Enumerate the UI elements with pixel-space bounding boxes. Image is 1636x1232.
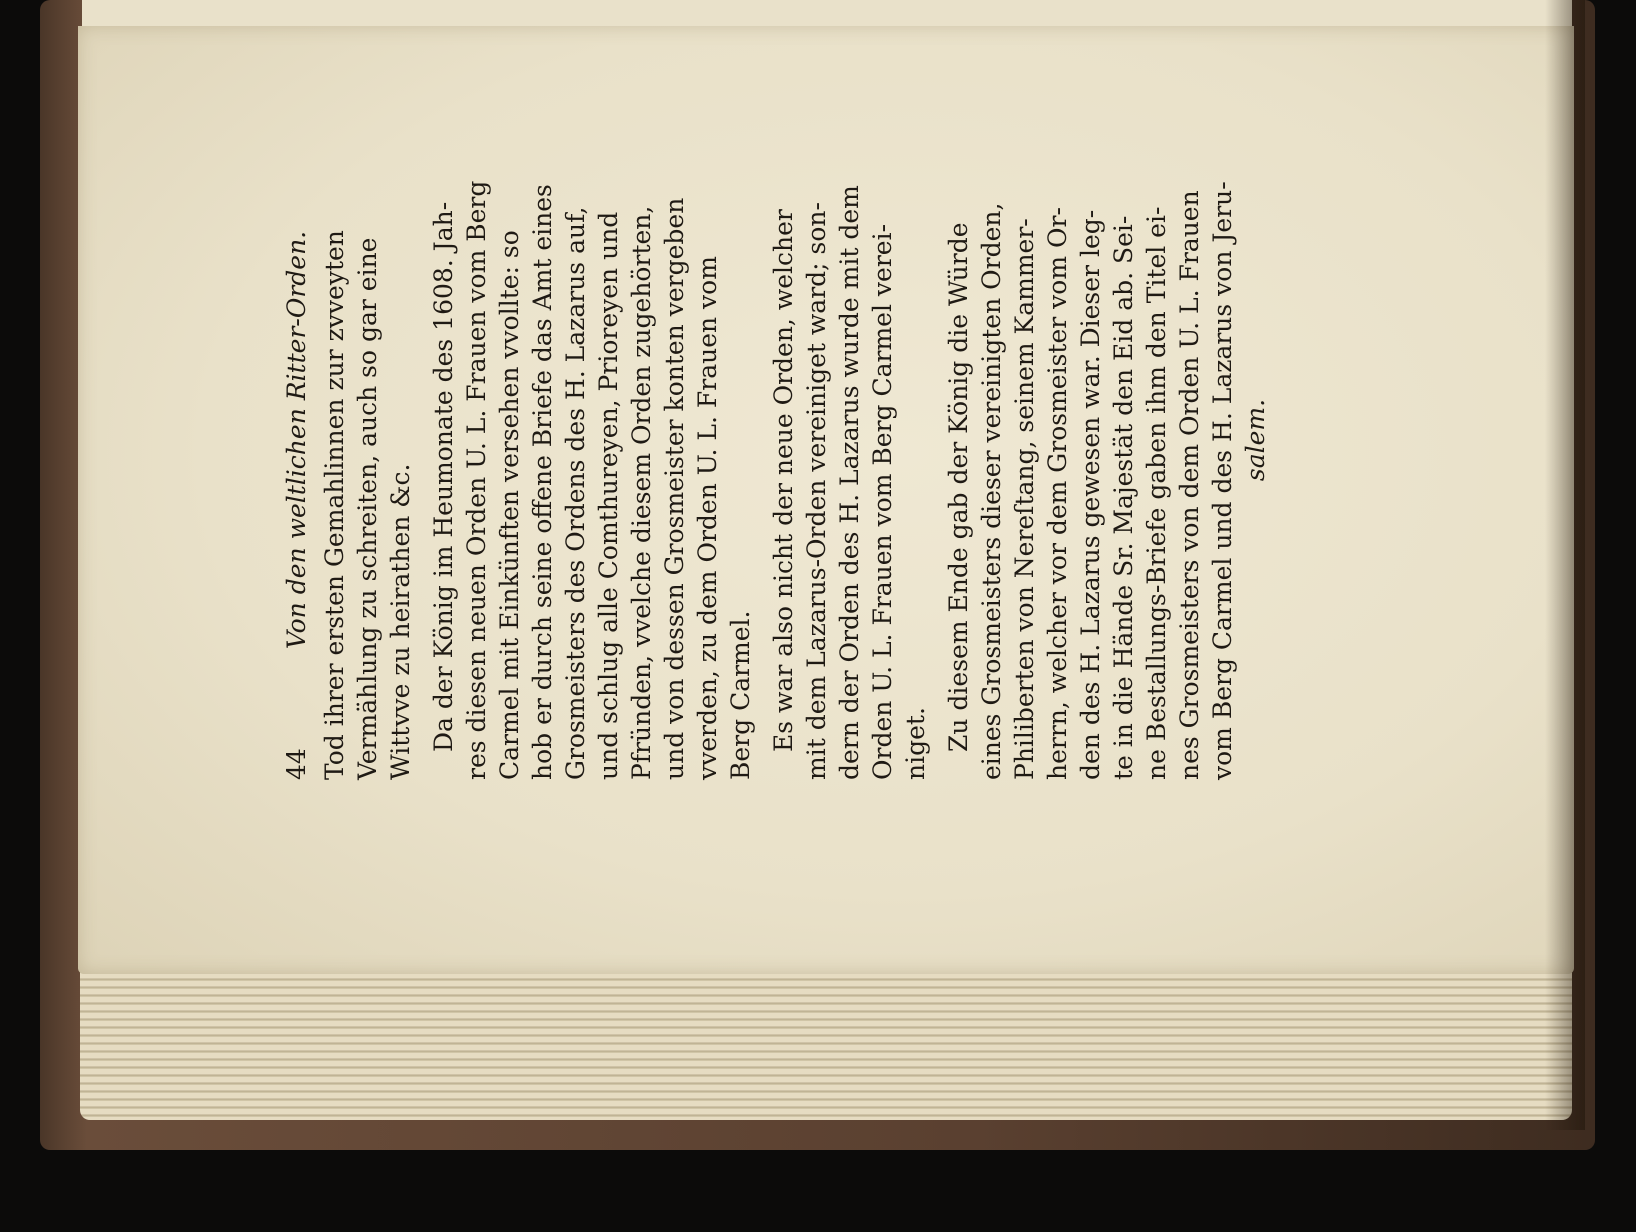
text-line: Vermählung zu schreiten, auch so gar eine xyxy=(353,237,382,780)
text-line: res diesen neuen Orden U. L. Frauen vom Berg xyxy=(462,180,491,780)
text-line: te in die Hände Sr. Majestät den Eid ab. Sei- xyxy=(1109,215,1138,780)
gutter-shadow xyxy=(1545,0,1585,1130)
page-header xyxy=(280,100,316,780)
page-edges xyxy=(80,965,1572,1120)
text-line: mit dem Lazarus-Orden vereiniget ward; son- xyxy=(802,202,831,780)
text-line: ne Bestallungs-Briefe gaben ihm den Titel ei- xyxy=(1142,206,1171,780)
text-line: und von dessen Grosmeister konten vergeben xyxy=(660,197,689,780)
paragraph-2 xyxy=(427,100,757,780)
text-line: Tod ihrer ersten Gemahlinnen zur zvveyten xyxy=(320,230,349,780)
text-line: vverden, zu dem Orden U. L. Frauen vom xyxy=(693,256,722,780)
text-line: vom Berg Carmel und des H. Lazarus von Jeru- xyxy=(1208,181,1237,780)
text-line: Wittvve zu heirathen &c. xyxy=(386,463,415,780)
text-line: den des H. Lazarus gewesen war. Dieser leg- xyxy=(1076,209,1105,780)
text-line: und schlug alle Comthureyen, Prioreyen und xyxy=(594,211,623,780)
text-line: Es war also nicht der neue Orden, welcher xyxy=(769,209,798,752)
text-line: Berg Carmel. xyxy=(726,610,755,780)
text-line: eines Grosmeisters dieser vereinigten Orden, xyxy=(977,202,1006,780)
running-head: Von den weltlichen Ritter-Orden. xyxy=(282,230,311,650)
text-line: salem. xyxy=(1241,398,1270,482)
text-line: Philiberten von Nereſtang, seinem Kammer- xyxy=(1010,218,1039,780)
text-line: niget. xyxy=(901,707,930,780)
text-line: Orden U. L. Frauen vom Berg Carmel verei- xyxy=(868,223,897,780)
text-line: Da der König im Heumonate des 1608. Jah- xyxy=(429,201,458,752)
page-number: 44 xyxy=(282,748,311,780)
text-line: Grosmeisters des Ordens des H. Lazarus auf, xyxy=(561,206,590,780)
paragraph-1 xyxy=(318,100,417,780)
text-line: Zu diesem Ende gab der König die Würde xyxy=(944,222,973,752)
paragraph-4 xyxy=(942,100,1272,780)
text-line: dern der Orden des H. Lazarus wurde mit dem xyxy=(835,185,864,780)
page-text xyxy=(280,100,1360,780)
paragraph-3 xyxy=(767,100,932,780)
text-line: Pfründen, vvelche diesem Orden zugehörten, xyxy=(627,205,656,780)
text-line: herrn, welcher vor dem Grosmeister vom Or- xyxy=(1043,207,1072,780)
text-line: Carmel mit Einkünften versehen vvollte: so xyxy=(495,230,524,780)
text-line: nes Grosmeisters von dem Orden U. L. Frauen xyxy=(1175,190,1204,780)
text-line: hob er durch seine offene Briefe das Amt eines xyxy=(528,184,557,780)
